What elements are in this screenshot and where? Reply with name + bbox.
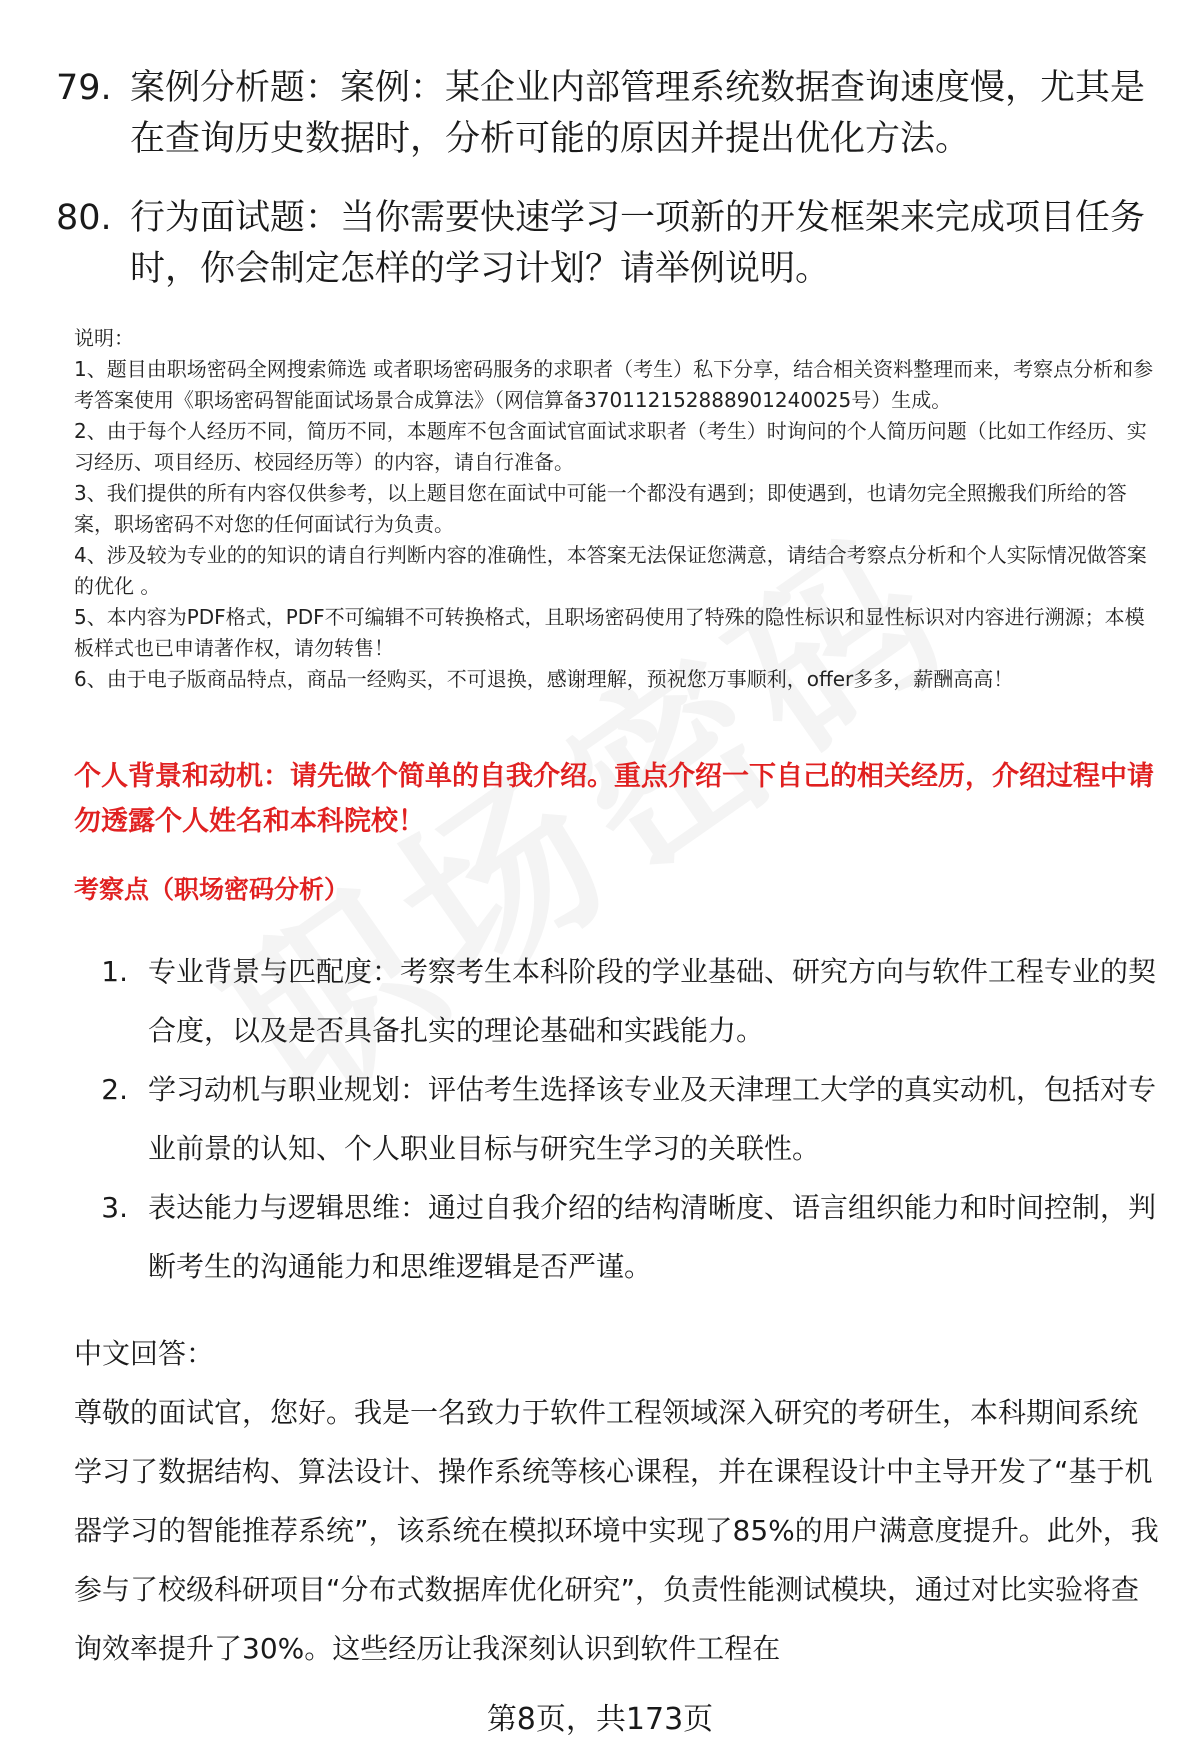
analysis-point [74,942,1164,1060]
analysis-title: 考察点（职场密码分析） [74,875,350,904]
question-text: 案例分析题：案例：某企业内部管理系统数据查询速度慢，尤其是在查询历史数据时，分析可能的原因并提出优化方法。 [130,68,1146,159]
analysis-point [74,1178,1164,1296]
page-footer: 第8页，共173页 [486,1702,714,1737]
analysis-point [74,1060,1164,1178]
note-item: 3、我们提供的所有内容仅供参考，以上题目您在面试中可能一个都没有遇到；即使遇到，也请勿完全照搬我们所给的答案，职场密码不对您的任何面试行为负责。 [74,481,1127,536]
note-item: 4、涉及较为专业的的知识的请自行判断内容的准确性，本答案无法保证您满意，请结合考察点分析和个人实际情况做答案的优化 。 [74,543,1147,598]
notes-section [74,323,1164,695]
answer-label: 中文回答： [74,1337,215,1370]
point-number: 1. [101,955,128,988]
point-text: 专业背景与匹配度：考察考生本科阶段的学业基础、研究方向与软件工程专业的契合度，以及是否具备扎实的理论基础和实践能力。 [148,955,1157,1047]
notes-title: 说明： [74,326,134,350]
note-item: 6、由于电子版商品特点，商品一经购买，不可退换，感谢理解，预祝您万事顺利，offer多多，薪酬高高！ [74,667,1014,691]
question-79 [56,63,1156,165]
note-item: 1、题目由职场密码全网搜索筛选 或者职场密码服务的求职者（考生）私下分享，结合相关资料整理而来，考察点分析和参考答案使用《职场密码智能面试场景合成算法》（网信算备370112152888901240025号）生成。 [74,357,1154,412]
point-number: 3. [101,1191,128,1224]
point-text: 学习动机与职业规划：评估考生选择该专业及天津理工大学的真实动机，包括对专业前景的认知、个人职业目标与研究生学习的关联性。 [148,1073,1157,1165]
answer-text: 尊敬的面试官，您好。我是一名致力于软件工程领域深入研究的考研生，本科期间系统学习了数据结构、算法设计、操作系统等核心课程，并在课程设计中主导开发了“基于机器学习的智能推荐系统”，该系统在模拟环境中实现了85%的用户满意度提升。此外，我参与了校级科研项目“分布式数据库优化研究”，负责性能测试模块，通过对比实验将查询效率提升了30%。这些经历让我深刻认识到软件工程在 [74,1396,1159,1665]
question-number: 79. [56,68,112,108]
background-question: 个人背景和动机：请先做个简单的自我介绍。重点介绍一下自己的相关经历，介绍过程中请勿透露个人姓名和本科院校！ [74,761,1154,837]
note-item: 5、本内容为PDF格式，PDF不可编辑不可转换格式，且职场密码使用了特殊的隐性标识和显性标识对内容进行溯源；本模板样式也已申请著作权，请勿转售！ [74,605,1145,660]
question-text: 行为面试题：当你需要快速学习一项新的开发框架来完成项目任务时，你会制定怎样的学习计划？请举例说明。 [130,198,1146,289]
analysis-points [74,942,1164,1296]
point-text: 表达能力与逻辑思维：通过自我介绍的结构清晰度、语言组织能力和时间控制，判断考生的沟通能力和思维逻辑是否严谨。 [148,1191,1157,1283]
question-number: 80. [56,198,112,238]
note-item: 2、由于每个人经历不同，简历不同，本题库不包含面试官面试求职者（考生）时询问的个人简历问题（比如工作经历、实习经历、项目经历、校园经历等）的内容，请自行准备。 [74,419,1147,474]
question-80 [56,193,1156,295]
point-number: 2. [101,1073,128,1106]
